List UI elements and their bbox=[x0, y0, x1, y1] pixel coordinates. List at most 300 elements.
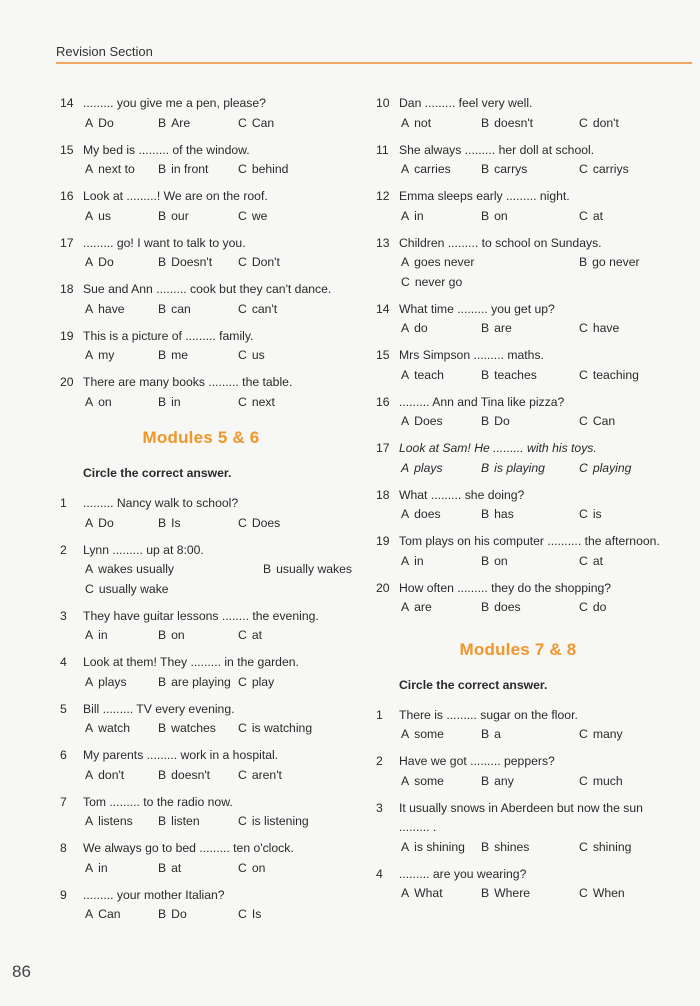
option-text: in front bbox=[171, 162, 209, 176]
question-number: 16 bbox=[376, 394, 390, 409]
option-text: shining bbox=[592, 839, 632, 854]
option-letter: B bbox=[263, 562, 272, 576]
option-letter: B bbox=[158, 674, 167, 689]
answer-option-c[interactable] bbox=[238, 346, 265, 366]
question-item bbox=[376, 94, 660, 133]
option-letter: A bbox=[85, 767, 94, 782]
question-item bbox=[60, 839, 342, 878]
answer-option-a[interactable] bbox=[401, 505, 441, 525]
answer-option-c[interactable] bbox=[238, 719, 312, 739]
question-number: 7 bbox=[60, 794, 67, 809]
answer-option-c[interactable] bbox=[579, 884, 625, 904]
answer-option-b[interactable] bbox=[481, 366, 537, 386]
option-text: Doesn't bbox=[171, 255, 213, 269]
question-text: There are many books ......... the table. bbox=[83, 375, 293, 389]
option-letter: C bbox=[579, 773, 588, 788]
answer-option-a[interactable] bbox=[85, 207, 111, 227]
answer-option-a[interactable] bbox=[85, 626, 108, 646]
option-text: shines bbox=[494, 839, 530, 854]
question-text: Lynn ......... up at 8:00. bbox=[83, 542, 204, 557]
answer-options bbox=[399, 598, 660, 618]
option-letter: B bbox=[481, 886, 490, 900]
answer-options bbox=[399, 412, 660, 432]
question-item bbox=[60, 793, 342, 832]
answer-options bbox=[83, 859, 342, 879]
answer-option-b[interactable] bbox=[158, 673, 231, 693]
option-letter: C bbox=[238, 348, 247, 362]
answer-options bbox=[399, 772, 660, 792]
question-item bbox=[376, 141, 660, 180]
answer-option-c[interactable] bbox=[238, 514, 280, 534]
answer-options bbox=[83, 626, 342, 646]
question-item bbox=[376, 752, 660, 791]
option-text: watches bbox=[171, 721, 216, 735]
answer-option-a[interactable] bbox=[85, 766, 124, 786]
option-letter: A bbox=[85, 674, 94, 689]
option-letter: A bbox=[85, 301, 94, 316]
question-number: 3 bbox=[60, 608, 67, 623]
answer-option-a[interactable] bbox=[85, 719, 130, 739]
question-number: 17 bbox=[376, 441, 390, 455]
question-item bbox=[376, 300, 660, 339]
option-letter: B bbox=[481, 507, 490, 521]
answer-options bbox=[83, 812, 342, 832]
question-number: 15 bbox=[376, 348, 390, 362]
option-text: in bbox=[171, 394, 181, 409]
question-text: It usually snows in Aberdeen but now the sun ......... . bbox=[399, 800, 643, 834]
option-letter: C bbox=[238, 767, 247, 782]
answer-options bbox=[83, 114, 342, 134]
option-text: at bbox=[171, 860, 182, 875]
option-letter: A bbox=[401, 255, 410, 269]
option-text: on bbox=[251, 860, 266, 875]
answer-option-a[interactable] bbox=[401, 207, 424, 227]
question-number: 18 bbox=[60, 282, 74, 296]
option-letter: A bbox=[85, 255, 94, 269]
question-item bbox=[60, 541, 353, 600]
answer-option-c[interactable] bbox=[579, 160, 629, 180]
question-number: 4 bbox=[376, 866, 383, 881]
option-text: behind bbox=[251, 162, 289, 176]
answer-options bbox=[83, 766, 342, 786]
question-text: Look at Sam! He ......... with his toys. bbox=[399, 441, 597, 455]
header-divider bbox=[56, 62, 692, 64]
answer-option-c[interactable] bbox=[579, 319, 619, 339]
answer-option-c[interactable] bbox=[238, 253, 280, 273]
answer-option-b[interactable] bbox=[481, 552, 508, 572]
option-text: at bbox=[251, 628, 262, 642]
option-text: have bbox=[98, 301, 125, 316]
answer-option-a[interactable] bbox=[401, 772, 444, 792]
option-letter: A bbox=[85, 348, 94, 362]
answer-option-c[interactable] bbox=[238, 812, 309, 832]
answer-option-b[interactable] bbox=[481, 319, 512, 339]
option-letter: B bbox=[481, 727, 490, 741]
option-letter: B bbox=[481, 367, 490, 382]
question-number: 3 bbox=[376, 800, 383, 815]
answer-option-b[interactable] bbox=[158, 253, 212, 273]
question-number: 14 bbox=[60, 96, 74, 110]
option-letter: B bbox=[158, 515, 167, 530]
option-letter: C bbox=[579, 839, 588, 854]
answer-option-b[interactable] bbox=[481, 838, 529, 858]
answer-options bbox=[399, 366, 660, 386]
option-text: Does bbox=[251, 515, 281, 530]
option-letter: B bbox=[481, 839, 490, 854]
answer-option-b[interactable] bbox=[158, 207, 189, 227]
option-letter: C bbox=[238, 394, 247, 409]
section-title: Modules 7 & 8 bbox=[459, 639, 577, 659]
answer-option-c[interactable] bbox=[579, 412, 615, 432]
option-letter: B bbox=[481, 162, 490, 176]
question-text: Sue and Ann ......... cook but they can't dance. bbox=[83, 282, 332, 296]
answer-option-b[interactable] bbox=[158, 514, 181, 534]
answer-options bbox=[83, 719, 342, 739]
answer-option-b[interactable] bbox=[481, 207, 508, 227]
answer-option-c[interactable] bbox=[238, 905, 261, 925]
answer-option-b[interactable] bbox=[158, 905, 187, 925]
option-letter: A bbox=[401, 115, 410, 130]
option-letter: A bbox=[401, 367, 410, 382]
answer-option-b[interactable] bbox=[481, 114, 533, 134]
answer-option-b[interactable] bbox=[481, 884, 530, 904]
option-text: Do bbox=[98, 255, 114, 269]
answer-options bbox=[83, 673, 342, 693]
running-header: Revision Section bbox=[56, 44, 153, 59]
answer-option-c[interactable] bbox=[579, 459, 631, 479]
option-letter: C bbox=[238, 814, 247, 828]
answer-options bbox=[399, 505, 660, 525]
answer-option-c[interactable] bbox=[579, 552, 603, 572]
option-letter: C bbox=[579, 414, 588, 428]
question-text: Look at them! They ......... in the garden. bbox=[83, 655, 299, 669]
option-letter: C bbox=[238, 301, 247, 316]
answer-option-a[interactable] bbox=[401, 366, 444, 386]
option-text: Where bbox=[494, 886, 531, 900]
option-text: carrys bbox=[494, 162, 528, 176]
answer-option-a[interactable] bbox=[401, 725, 444, 745]
option-letter: B bbox=[481, 553, 490, 568]
option-letter: C bbox=[85, 581, 94, 596]
answer-option-a[interactable] bbox=[85, 560, 174, 580]
option-letter: B bbox=[481, 208, 490, 223]
option-letter: C bbox=[579, 460, 588, 475]
option-text: can't bbox=[251, 301, 278, 316]
option-letter: B bbox=[158, 907, 167, 921]
option-text: is listening bbox=[251, 814, 309, 828]
answer-option-c[interactable] bbox=[85, 580, 169, 600]
option-text: my bbox=[98, 348, 115, 362]
option-letter: B bbox=[158, 860, 167, 875]
option-text: does bbox=[414, 507, 441, 521]
answer-option-b[interactable] bbox=[158, 719, 216, 739]
option-letter: C bbox=[238, 162, 247, 176]
option-text: Do bbox=[494, 414, 510, 428]
answer-option-c[interactable] bbox=[579, 838, 631, 858]
answer-option-b[interactable] bbox=[481, 459, 545, 479]
option-text: Do bbox=[98, 115, 114, 130]
option-letter: A bbox=[85, 907, 94, 921]
question-text: ......... your mother Italian? bbox=[83, 887, 225, 902]
answer-option-a[interactable] bbox=[85, 300, 125, 320]
answer-option-b[interactable] bbox=[158, 626, 185, 646]
answer-options bbox=[83, 207, 342, 227]
option-letter: A bbox=[85, 394, 94, 409]
answer-option-a[interactable] bbox=[85, 253, 114, 273]
answer-option-b[interactable] bbox=[481, 160, 527, 180]
question-number: 11 bbox=[376, 142, 389, 157]
question-number: 20 bbox=[376, 580, 390, 595]
option-text: doesn't bbox=[171, 767, 211, 782]
question-number: 14 bbox=[376, 301, 390, 316]
option-text: don't bbox=[98, 767, 125, 782]
question-item bbox=[376, 393, 660, 432]
option-text: some bbox=[414, 773, 444, 788]
question-item bbox=[376, 706, 660, 745]
instruction: Circle the correct answer. bbox=[83, 466, 232, 480]
page-number: 86 bbox=[12, 962, 31, 981]
answer-option-b[interactable] bbox=[481, 725, 501, 745]
option-letter: A bbox=[85, 628, 94, 642]
answer-options bbox=[399, 884, 660, 904]
section-title: Modules 5 & 6 bbox=[142, 428, 260, 447]
answer-option-b[interactable] bbox=[481, 598, 521, 618]
question-number: 10 bbox=[376, 96, 390, 110]
option-letter: C bbox=[401, 274, 410, 289]
question-text: Look at .........! We are on the roof. bbox=[83, 189, 268, 203]
answer-option-c[interactable] bbox=[401, 273, 462, 293]
question-number: 16 bbox=[60, 189, 74, 203]
question-item bbox=[376, 439, 660, 478]
option-text: carries bbox=[414, 162, 451, 176]
option-text: us bbox=[98, 208, 112, 223]
question-text: ......... you give me a pen, please? bbox=[83, 96, 266, 110]
option-text: plays bbox=[414, 460, 443, 475]
option-letter: B bbox=[158, 162, 167, 176]
answer-option-a[interactable] bbox=[401, 412, 443, 432]
answer-option-c[interactable] bbox=[238, 114, 274, 134]
option-letter: B bbox=[158, 628, 167, 642]
answer-option-c[interactable] bbox=[238, 673, 274, 693]
option-text: usually wake bbox=[98, 581, 169, 596]
question-text: ......... Ann and Tina like pizza? bbox=[399, 394, 565, 409]
option-text: aren't bbox=[251, 767, 282, 782]
option-text: Does bbox=[414, 414, 443, 428]
question-item bbox=[376, 799, 660, 858]
answer-option-c[interactable] bbox=[238, 160, 288, 180]
question-number: 8 bbox=[60, 841, 67, 855]
answer-option-a[interactable] bbox=[85, 160, 135, 180]
answer-option-a[interactable] bbox=[401, 319, 428, 339]
question-text: Dan ......... feel very well. bbox=[399, 96, 533, 110]
question-item bbox=[60, 746, 342, 785]
option-letter: B bbox=[481, 460, 490, 475]
answer-option-c[interactable] bbox=[579, 366, 639, 386]
left-column bbox=[60, 94, 353, 932]
question-text: Children ......... to school on Sundays. bbox=[399, 235, 602, 250]
option-letter: B bbox=[158, 348, 167, 362]
answer-option-b[interactable] bbox=[158, 160, 208, 180]
answer-option-b[interactable] bbox=[579, 253, 640, 273]
answer-option-c[interactable] bbox=[579, 114, 619, 134]
question-number: 12 bbox=[376, 189, 390, 203]
question-number: 2 bbox=[60, 542, 67, 557]
question-item bbox=[60, 607, 342, 646]
answer-option-a[interactable] bbox=[401, 598, 432, 618]
answer-option-c[interactable] bbox=[238, 300, 277, 320]
option-text: are bbox=[414, 600, 432, 614]
answer-option-b[interactable] bbox=[263, 560, 352, 580]
right-column bbox=[376, 94, 660, 911]
question-text: Mrs Simpson ......... maths. bbox=[399, 348, 544, 362]
option-letter: A bbox=[85, 721, 94, 735]
option-text: our bbox=[171, 208, 189, 223]
option-text: What bbox=[414, 886, 443, 900]
question-item bbox=[376, 865, 660, 904]
answer-option-a[interactable] bbox=[401, 552, 424, 572]
answer-option-b[interactable] bbox=[158, 812, 200, 832]
option-text: are bbox=[494, 321, 512, 335]
answer-option-a[interactable] bbox=[85, 905, 121, 925]
option-text: is playing bbox=[494, 460, 545, 475]
option-text: on bbox=[494, 208, 508, 223]
option-letter: A bbox=[85, 814, 94, 828]
option-letter: C bbox=[579, 507, 588, 521]
option-text: a bbox=[494, 727, 501, 741]
answer-option-c[interactable] bbox=[579, 505, 602, 525]
option-text: teach bbox=[414, 367, 444, 382]
answer-option-a[interactable] bbox=[401, 884, 443, 904]
option-letter: C bbox=[579, 162, 588, 176]
option-text: Are bbox=[171, 115, 191, 130]
question-item bbox=[60, 141, 342, 180]
answer-option-b[interactable] bbox=[158, 346, 188, 366]
answer-option-c[interactable] bbox=[238, 626, 262, 646]
question-number: 18 bbox=[376, 487, 390, 502]
option-text: usually wakes bbox=[276, 562, 353, 576]
option-letter: C bbox=[238, 907, 247, 921]
answer-option-a[interactable] bbox=[401, 160, 451, 180]
option-letter: B bbox=[481, 773, 490, 788]
option-letter: B bbox=[481, 414, 490, 428]
answer-option-b[interactable] bbox=[481, 772, 514, 792]
option-text: not bbox=[414, 115, 432, 130]
option-text: doesn't bbox=[494, 115, 534, 130]
option-letter: C bbox=[579, 367, 588, 382]
answer-options bbox=[83, 560, 353, 599]
option-text: is shining bbox=[414, 839, 465, 854]
option-text: many bbox=[592, 727, 623, 741]
answer-option-a[interactable] bbox=[85, 114, 114, 134]
option-text: Can bbox=[98, 907, 121, 921]
answer-option-a[interactable] bbox=[85, 514, 114, 534]
option-letter: B bbox=[579, 255, 588, 269]
question-text: ......... are you wearing? bbox=[399, 866, 527, 881]
answer-option-a[interactable] bbox=[401, 114, 431, 134]
option-text: is watching bbox=[251, 721, 313, 735]
option-letter: C bbox=[579, 321, 588, 335]
answer-option-c[interactable] bbox=[238, 393, 275, 413]
answer-option-b[interactable] bbox=[158, 114, 190, 134]
answer-option-c[interactable] bbox=[579, 598, 606, 618]
answer-option-c[interactable] bbox=[238, 207, 267, 227]
answer-option-c[interactable] bbox=[238, 766, 282, 786]
option-text: in bbox=[414, 553, 424, 568]
answer-option-b[interactable] bbox=[158, 766, 210, 786]
answer-options bbox=[399, 207, 660, 227]
answer-option-a[interactable] bbox=[85, 346, 114, 366]
question-number: 1 bbox=[60, 496, 67, 510]
answer-option-c[interactable] bbox=[579, 772, 623, 792]
option-text: playing bbox=[592, 460, 632, 475]
option-letter: B bbox=[158, 767, 167, 782]
option-text: teaches bbox=[494, 367, 537, 382]
answer-option-a[interactable] bbox=[401, 253, 474, 273]
question-number: 19 bbox=[376, 534, 390, 548]
option-letter: A bbox=[401, 321, 410, 335]
question-number: 5 bbox=[60, 701, 67, 716]
option-text: wakes usually bbox=[98, 562, 175, 576]
question-text: ......... Nancy walk to school? bbox=[83, 496, 239, 510]
option-letter: A bbox=[85, 860, 94, 875]
option-text: Can bbox=[251, 115, 275, 130]
question-item bbox=[376, 187, 660, 226]
option-letter: C bbox=[238, 515, 247, 530]
question-item bbox=[60, 494, 342, 533]
answer-option-b[interactable] bbox=[158, 859, 181, 879]
option-text: Is bbox=[251, 907, 262, 921]
answer-option-a[interactable] bbox=[85, 673, 127, 693]
answer-option-b[interactable] bbox=[158, 393, 181, 413]
option-text: at bbox=[592, 208, 603, 223]
option-letter: C bbox=[579, 727, 588, 741]
option-letter: C bbox=[238, 674, 247, 689]
option-text: on bbox=[98, 394, 112, 409]
answer-option-a[interactable] bbox=[401, 459, 443, 479]
question-number: 6 bbox=[60, 748, 67, 762]
answer-options bbox=[399, 319, 660, 339]
answer-option-a[interactable] bbox=[85, 812, 133, 832]
answer-option-c[interactable] bbox=[579, 725, 623, 745]
option-text: me bbox=[171, 348, 189, 362]
option-letter: C bbox=[238, 860, 247, 875]
answer-option-a[interactable] bbox=[401, 838, 465, 858]
answer-options bbox=[399, 253, 660, 292]
answer-option-b[interactable] bbox=[481, 412, 510, 432]
question-number: 9 bbox=[60, 887, 67, 902]
answer-option-b[interactable] bbox=[481, 505, 514, 525]
option-letter: C bbox=[238, 208, 247, 223]
answer-option-c[interactable] bbox=[579, 207, 603, 227]
option-text: are playing bbox=[171, 674, 231, 689]
option-letter: C bbox=[579, 600, 588, 614]
answer-options bbox=[399, 114, 660, 134]
option-letter: A bbox=[401, 208, 410, 223]
question-item bbox=[60, 187, 342, 226]
question-item bbox=[376, 579, 660, 618]
option-text: do bbox=[414, 321, 428, 335]
answer-option-a[interactable] bbox=[85, 859, 108, 879]
answer-option-b[interactable] bbox=[158, 300, 191, 320]
answer-options bbox=[83, 253, 342, 273]
question-text: What ......... she doing? bbox=[399, 487, 525, 502]
answer-options bbox=[83, 514, 342, 534]
answer-option-c[interactable] bbox=[238, 859, 265, 879]
option-text: next bbox=[251, 394, 275, 409]
question-number: 17 bbox=[60, 235, 74, 250]
answer-option-a[interactable] bbox=[85, 393, 112, 413]
option-letter: B bbox=[158, 814, 167, 828]
